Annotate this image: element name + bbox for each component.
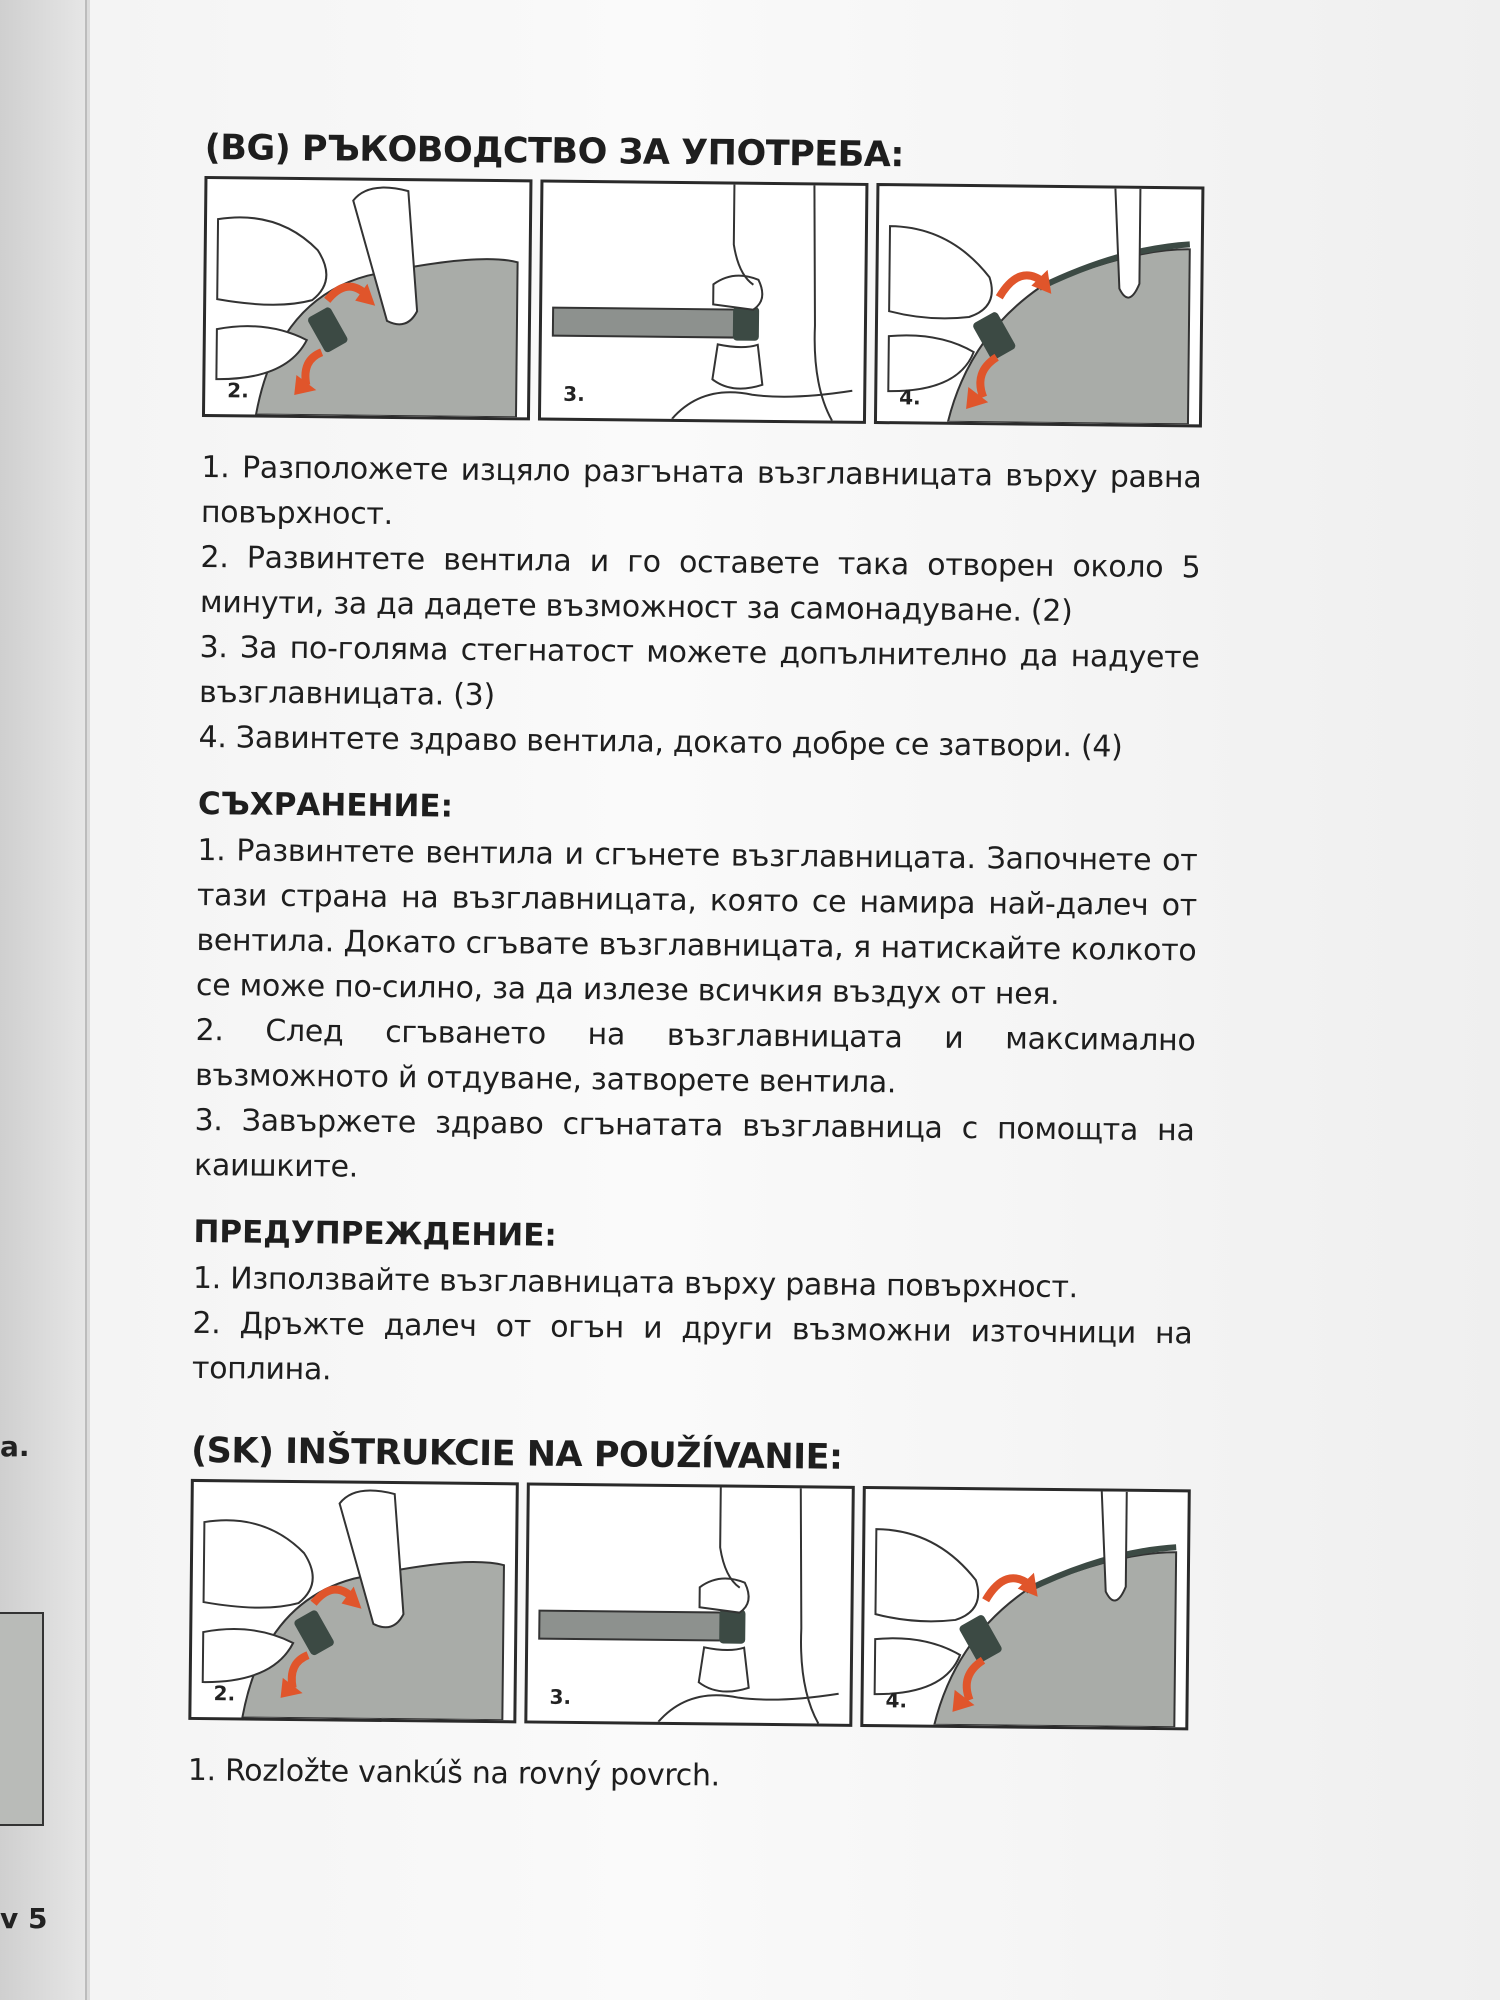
illustration-panel-inflate <box>538 180 869 424</box>
illustration-panel-inflate <box>524 1482 855 1726</box>
storage-title: СЪХРАНЕНИЕ: <box>197 785 454 825</box>
warning-steps <box>192 1256 1193 1401</box>
page-content <box>188 128 1205 1803</box>
storage-step: 2. След сгъването на възглавницата и максимално възможното й отдуване, затворете вентила. <box>194 1012 1196 1101</box>
illustration-panel-close-valve <box>874 183 1205 427</box>
illustration-panel-open-valve <box>188 1479 519 1723</box>
warning-title: ПРЕДУПРЕЖДЕНИЕ: <box>193 1213 557 1254</box>
usage-step: 4. Завинтете здраво вентила, докато добре се затвори. (4) <box>198 719 1123 765</box>
panel-number: 3. <box>549 1684 572 1709</box>
panel-number: 2. <box>213 1681 236 1706</box>
adjacent-page-fragment: a. <box>0 1430 30 1463</box>
close-valve-illustration <box>863 1489 1187 1727</box>
open-valve-illustration <box>191 1482 515 1720</box>
adjacent-page <box>0 0 87 2000</box>
sk-illustration-strip <box>188 1479 1190 1730</box>
warning-step: 2. Дръжте далеч от огън и други възможни източници на топлина. <box>191 1305 1193 1388</box>
close-valve-illustration <box>877 186 1201 424</box>
adjacent-page-fragment: v 5 <box>0 1902 48 1935</box>
inflate-illustration <box>527 1485 851 1723</box>
sk-section-title: (SK) INŠTRUKCIE NA POUŽÍVANIE: <box>190 1430 843 1478</box>
panel-number: 3. <box>563 381 585 406</box>
adjacent-page-illustration <box>0 1612 44 1826</box>
panel-number: 4. <box>885 1688 908 1713</box>
storage-step: 1. Развинтете вентила и сгънете възглавницата. Започнете от тази страна на възглавницата, която се намира най-далеч от вентила. Докато сгъвате възглавницата, я натискайте колкото се може по-силно, за да излезе всичкия въздух от нея. <box>195 832 1198 1012</box>
bg-illustration-strip <box>202 176 1204 427</box>
instruction-page <box>90 0 1500 2000</box>
usage-step: 1. Rozložte vankúš na rovný povrch. <box>187 1752 721 1794</box>
bg-usage-steps <box>198 445 1201 770</box>
inflate-illustration <box>541 183 865 421</box>
usage-step: 3. За по-голяма стегнатост можете допълнително да надуете възглавницата. (3) <box>198 629 1200 714</box>
usage-step: 1. Разположете изцяло разгъната възглавницата върху равна повърхност. <box>200 449 1202 532</box>
illustration-panel-close-valve <box>860 1486 1191 1730</box>
panel-number: 2. <box>227 378 249 403</box>
storage-step: 3. Завържете здраво сгънатата възглавница с помощта на каишките. <box>193 1102 1195 1185</box>
usage-step: 2. Развинтете вентила и го оставете така отворен около 5 минути, за да дадете възможност за самонадуване. (2) <box>199 539 1201 630</box>
sk-usage-steps <box>188 1748 1188 1803</box>
warning-step: 1. Използвайте възглавницата върху равна повърхност. <box>192 1260 1079 1306</box>
open-valve-illustration <box>205 179 529 417</box>
panel-number: 4. <box>899 385 921 410</box>
storage-steps <box>194 828 1198 1198</box>
bg-section-title: (BG) РЪКОВОДСТВО ЗА УПОТРЕБА: <box>204 128 905 176</box>
illustration-panel-open-valve <box>202 176 533 420</box>
